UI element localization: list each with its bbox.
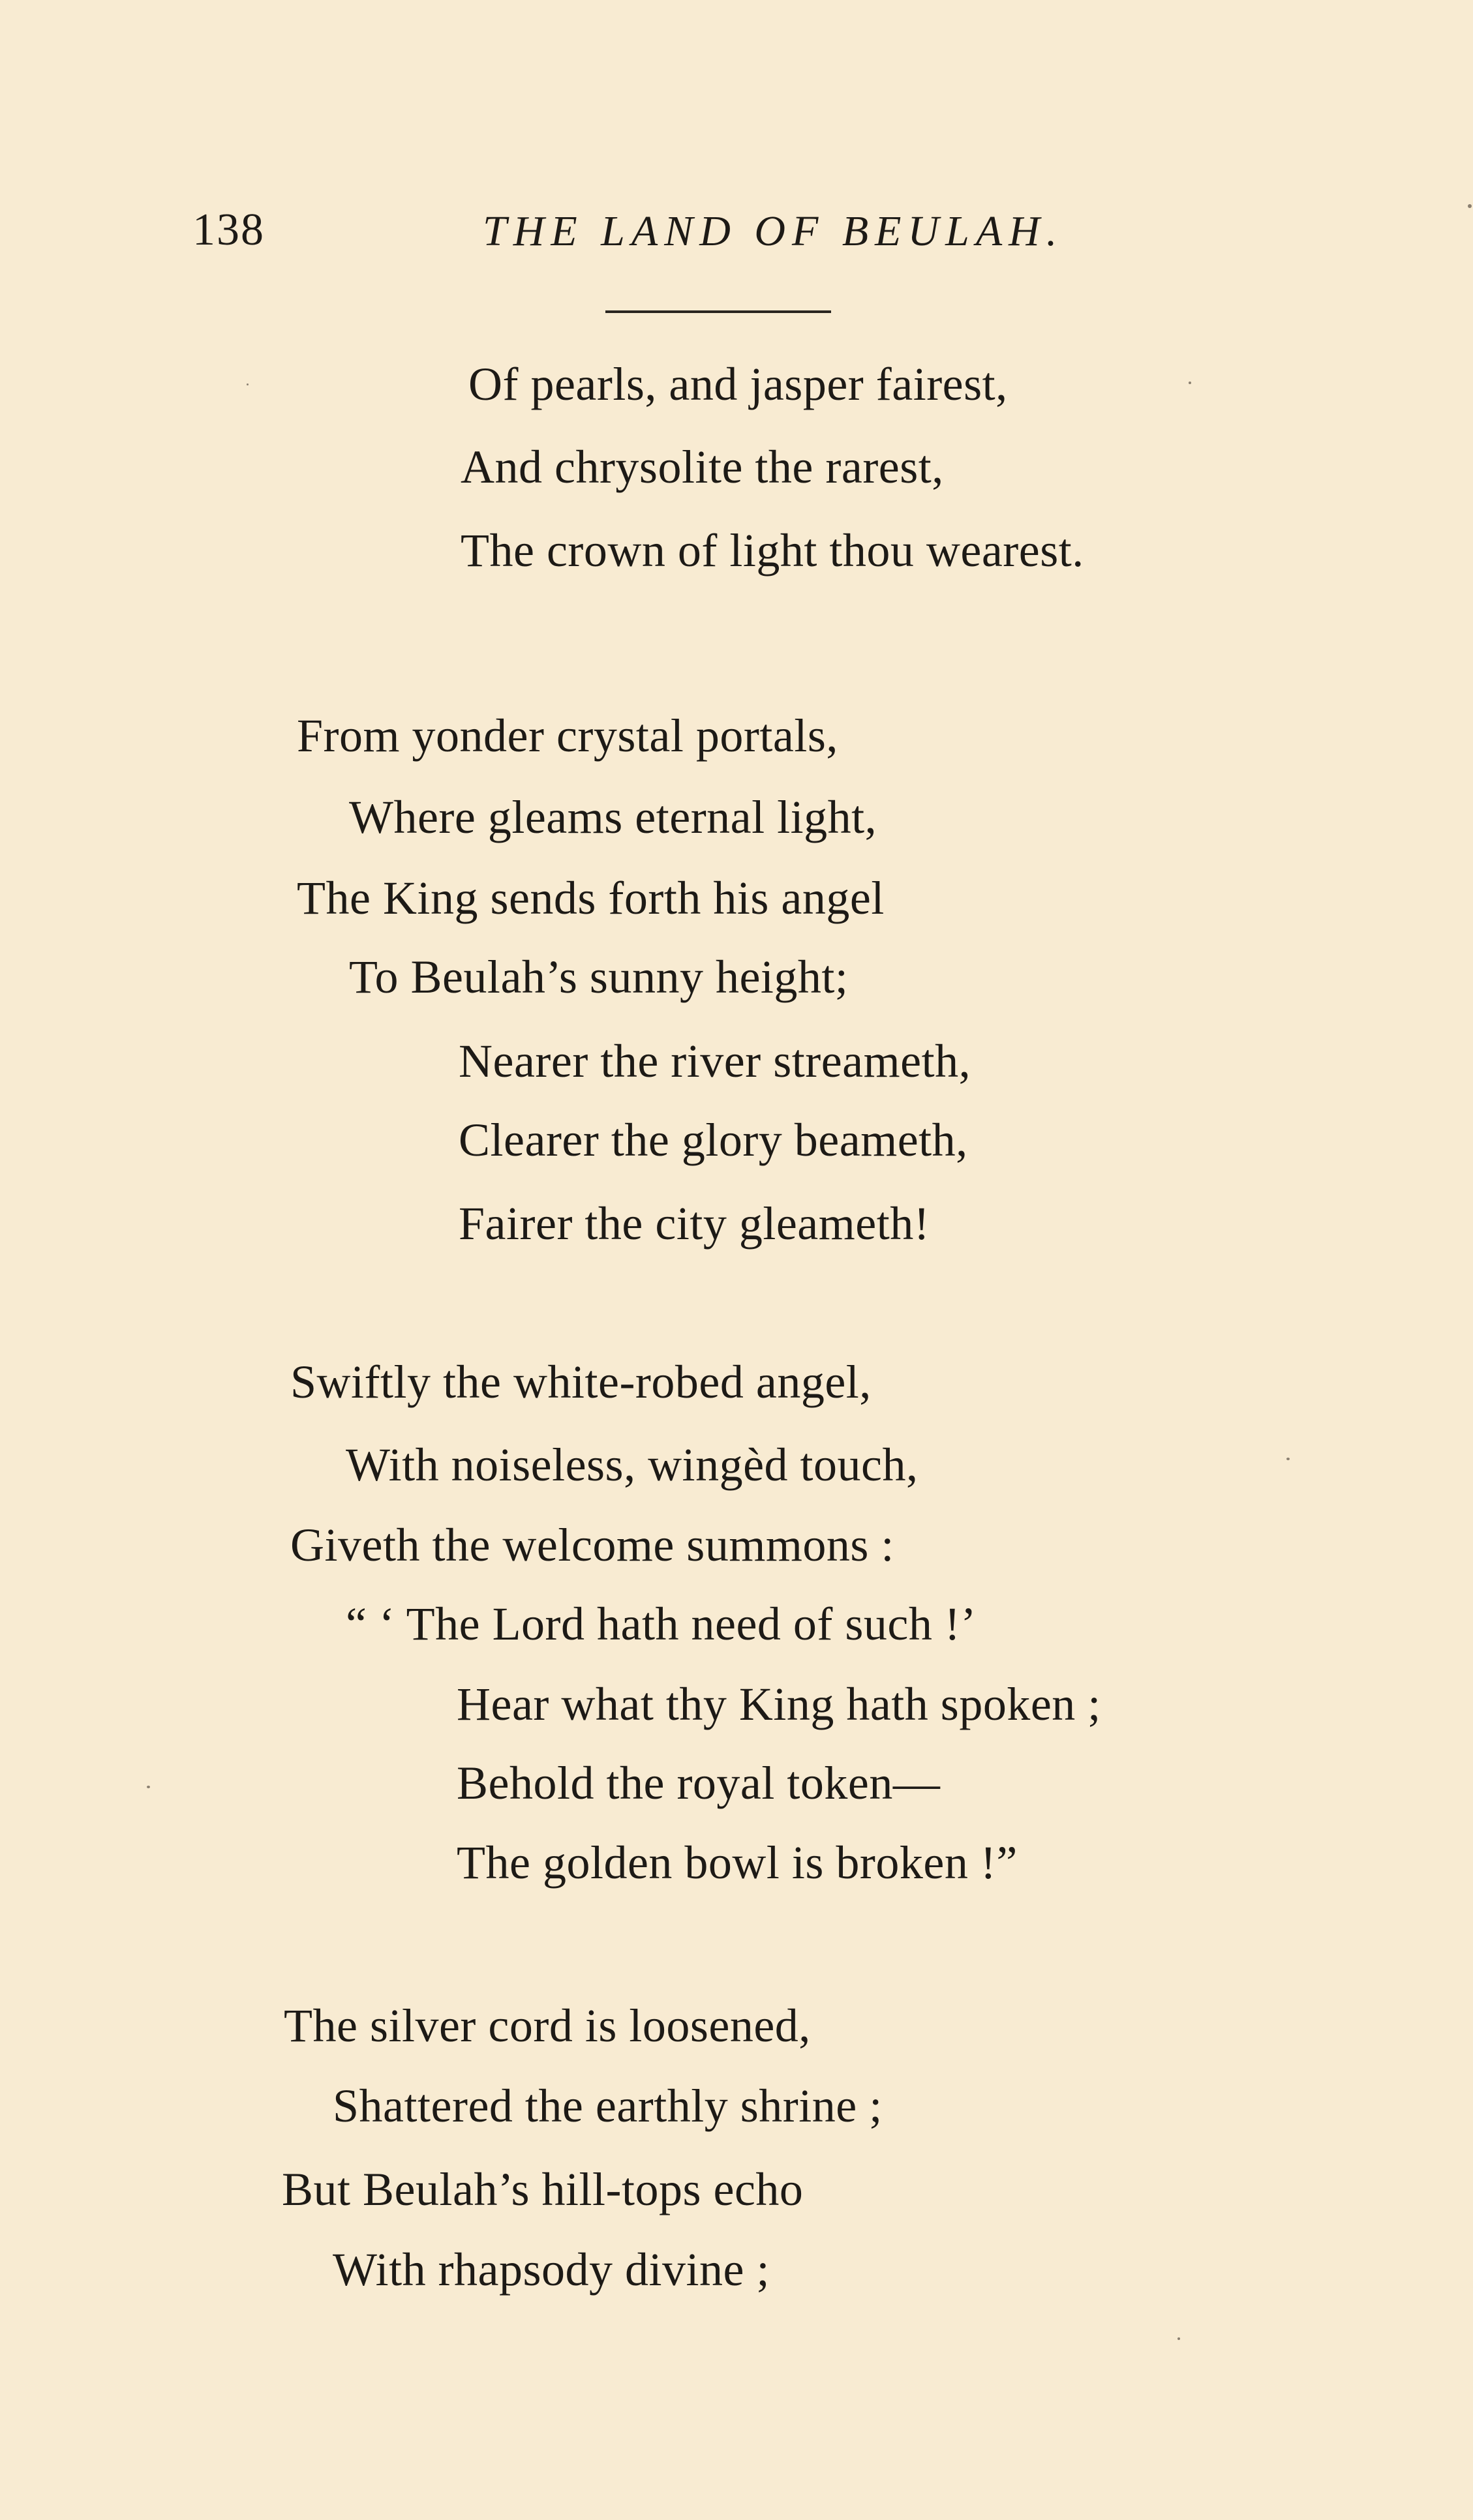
poem-line: The King sends forth his angel: [297, 872, 885, 924]
poem-line: Clearer the glory beameth,: [459, 1114, 968, 1166]
poem-line: But Beulah’s hill-tops echo: [282, 2163, 804, 2215]
poem-line: The golden bowl is broken !”: [457, 1837, 1018, 1889]
paper-speck: [1177, 2337, 1180, 2340]
poem-line: The crown of light thou wearest.: [461, 524, 1084, 577]
running-head-title: THE LAND OF BEULAH.: [483, 207, 1064, 255]
poem-line: With rhapsody divine ;: [333, 2243, 770, 2296]
poem-line: Shattered the earthly shrine ;: [333, 2080, 883, 2132]
poem-line: The silver cord is loosened,: [284, 2000, 811, 2052]
paper-speck: [1286, 1458, 1290, 1460]
poem-line: To Beulah’s sunny height;: [349, 951, 849, 1003]
poem-line: Behold the royal token—: [457, 1757, 941, 1809]
poem-line: From yonder crystal portals,: [297, 710, 838, 762]
poem-line: Giveth the welcome summons :: [290, 1519, 894, 1571]
paper-speck: [1189, 382, 1191, 384]
page-number: 138: [192, 205, 265, 255]
header-rule: [605, 310, 831, 313]
poem-line: Where gleams eternal light,: [349, 791, 877, 843]
poem-line: Of pearls, and jasper fairest,: [468, 358, 1008, 410]
paper-speck: [247, 383, 249, 385]
poem-line: Nearer the river streameth,: [459, 1035, 971, 1087]
paper-speck: [147, 1786, 150, 1788]
poem-line: Fairer the city gleameth!: [459, 1197, 930, 1250]
poem-line: “ ‘ The Lord hath need of such !’: [346, 1598, 977, 1650]
poem-line: Swiftly the white-robed angel,: [290, 1356, 872, 1408]
paper-speck: [1468, 204, 1472, 208]
poem-line: And chrysolite the rarest,: [461, 441, 944, 493]
poem-line: Hear what thy King hath spoken ;: [457, 1678, 1101, 1730]
poem-line: With noiseless, wingèd touch,: [346, 1439, 919, 1491]
